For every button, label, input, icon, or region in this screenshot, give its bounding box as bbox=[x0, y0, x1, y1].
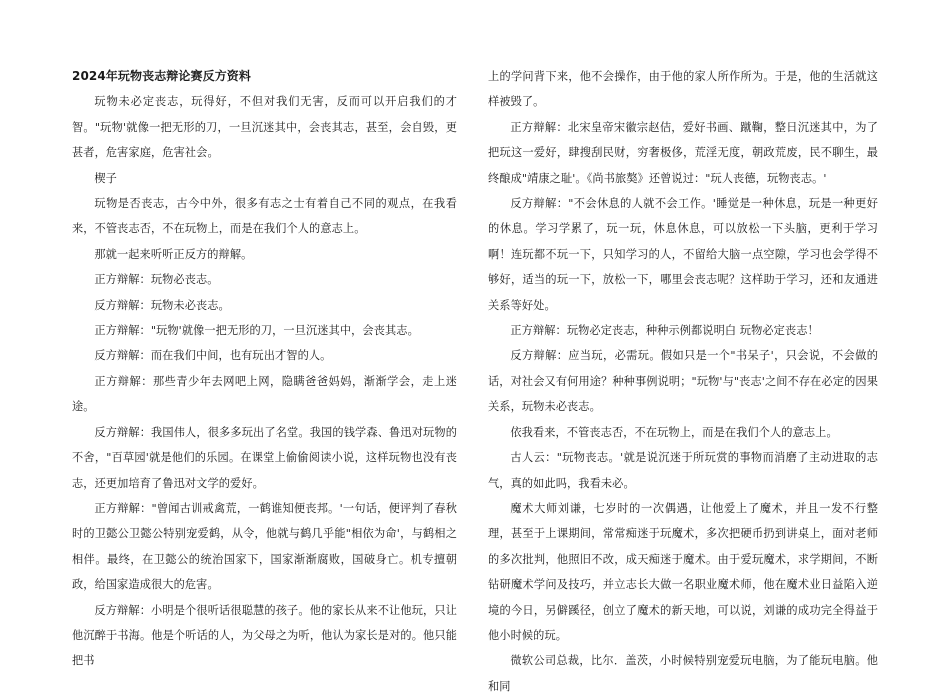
paragraph: 魔术大师刘谦，七岁时的一次偶遇，让他爱上了魔术，并且一发不行整理，甚至于上课期间，常常痴迷于玩魔术，多次把硬币扔到讲桌上，面对老师的多次批判，他照旧不改，成天痴迷于魔术。由于爱玩魔术，求学期间，不断钻研魔术学问及技巧，并立志长大做一名职业魔术师，他在魔术业日益陷入逆境的今日，另僻蹊径，创立了魔术的新天地，可以说，刘谦的成功完全得益于他小时候的玩。 bbox=[488, 501, 878, 642]
paragraph: 正方辩解：北宋皇帝宋徽宗赵佶，爱好书画、蹴鞠，整日沉迷其中，为了把玩这一爱好，肆搜刮民财，穷奢极侈，荒淫无度，朝政荒废，民不聊生，最终酿成"靖康之耻'。《尚书旅獒》还曾说过："玩人丧德，玩物丧志。' bbox=[488, 120, 878, 185]
paragraph: 微软公司总裁，比尔．盖茨，小时候特别宠爱玩电脑，为了能玩电脑。他和同 bbox=[488, 654, 878, 693]
paragraph: 那就一起来听听正反方的辩解。 bbox=[94, 247, 253, 261]
right-column bbox=[488, 64, 878, 699]
paragraph: 反方辩解："不会休息的人就不会工作。'睡觉是一种休息，玩是一种更好的休息。学习学累了，玩一玩，休息休息，可以放松一下头脑，更利于学习啊！连玩都不玩一下，只知学习的人，不留给大脑一点空隙，学习也会学得不够好，适当的玩一下，放松一下，哪里会丧志呢？这样助于学习，还和友通进关系等好处。 bbox=[488, 197, 878, 312]
paragraph: 反方辩解：小明是个很听话很聪慧的孩子。他的家长从来不让他玩，只让他沉醉于书海。他是个听话的人，为父母之为听，他认为家长是对的。他只能把书 bbox=[72, 603, 457, 668]
paragraph: 古人云："玩物丧志。'就是说沉迷于所玩赏的事物而消磨了主动进取的志气，真的如此吗，我看未必。 bbox=[488, 451, 878, 490]
paragraph: 玩物是否丧志，古今中外，很多有志之士有着自己不同的观点，在我看来，不管丧志否，不在玩物上，而是在我们个人的意志上。 bbox=[72, 197, 457, 236]
paragraph: 反方辩解：而在我们中间，也有玩出才智的人。 bbox=[94, 349, 332, 363]
document-title: 2024年玩物丧志辩论赛反方资料 bbox=[72, 69, 251, 83]
paragraph: 依我看来，不管丧志否，不在玩物上，而是在我们个人的意志上。 bbox=[510, 425, 838, 439]
paragraph: 正方辩解：那些青少年去网吧上网，隐瞒爸爸妈妈，渐渐学会，走上迷途。 bbox=[72, 374, 457, 414]
paragraph: 正方辩解："曾闻古训戒禽荒，一鹤谁知便丧邦。'一句话，便评判了春秋时的卫懿公卫懿公特别宠爱鹤，从令，他就与鹤几乎能"相依为命'，与鹤相之相伴。最终，在卫懿公的统治国家下，国家渐渐腐败，国破身亡。机专擅朝政，给国家造成很大的危害。 bbox=[72, 501, 457, 592]
paragraph: 正方辩解："玩物'就像一把无形的刀，一旦沉迷其中，会丧其志。 bbox=[94, 324, 419, 338]
paragraph: 正方辩解：玩物必定丧志，种种示例都说明白 玩物必定丧志！ bbox=[510, 324, 819, 338]
paragraph: 反方辩解：我国伟人，很多多玩出了名堂。我国的钱学森、鲁迅对玩物的不舍，"百草园'就是他们的乐园。在课堂上偷偷阅读小说，这样玩物也没有丧志，还更加培育了鲁迅对文学的爱好。 bbox=[72, 425, 457, 490]
section-heading: 楔子 bbox=[94, 171, 117, 185]
paragraph: 正方辩解：玩物必丧志。 bbox=[94, 273, 219, 287]
paragraph-continued: 上的学问背下来，他不会操作，由于他的家人所作所为。于是，他的生活就这样被毁了。 bbox=[488, 70, 878, 109]
paragraph: 玩物未必定丧志，玩得好，不但对我们无害，反而可以开启我们的才智。"玩物'就像一把无形的刀，一旦沉迷其中，会丧其志，甚至，会自毁，更甚者，危害家庭，危害社会。 bbox=[72, 95, 457, 160]
paragraph: 反方辩解：应当玩，必需玩。假如只是一个"书呆子'，只会说，不会做的话，对社会又有何用途？种种事例说明；"玩物'与"丧志'之间不存在必定的因果关系，玩物未必丧志。 bbox=[488, 349, 878, 414]
left-column bbox=[72, 64, 457, 674]
paragraph: 反方辩解：玩物未必丧志。 bbox=[94, 298, 230, 312]
